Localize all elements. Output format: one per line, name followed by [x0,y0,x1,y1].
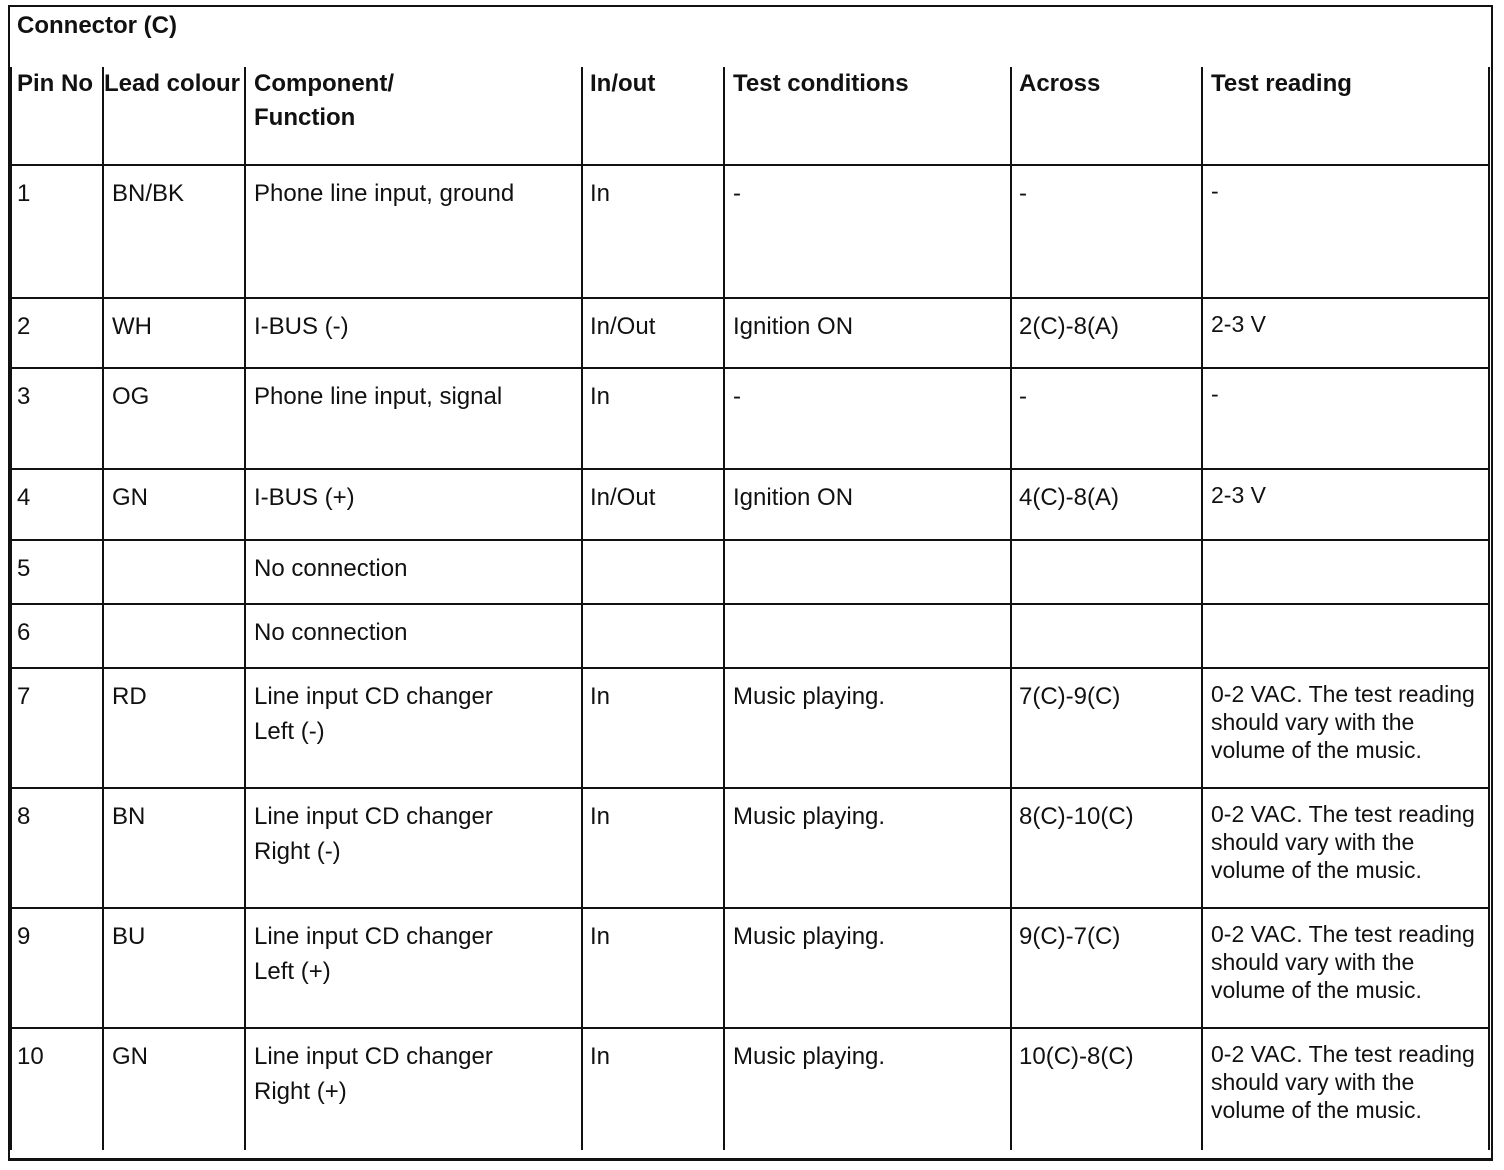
cell-function-line2: Right (-) [254,838,341,865]
cell-pin: 3 [17,383,31,410]
cell-reading: 0-2 VAC. The test reading should vary with the volume of the music. [1211,921,1475,1003]
cell-cond: - [733,180,741,207]
cell-cond: Music playing. [733,683,886,710]
cell-pin: 7 [17,683,31,710]
header-conditions: Test conditions [733,70,909,97]
column-divider [10,67,12,1150]
header-lead: Lead colour [104,70,241,97]
cell-function [254,923,576,986]
cell-pin: 10 [17,1043,44,1070]
cell-function-line2: Left (+) [254,958,331,985]
cell-inout: In [590,923,611,950]
row-divider [10,667,1490,669]
column-divider [244,67,246,1150]
cell-across: - [1019,383,1027,410]
cell-across: 4(C)-8(A) [1019,484,1119,511]
cell-cond: Music playing. [733,803,886,830]
cell-inout: In/Out [590,484,656,511]
row-divider [10,297,1490,299]
cell-function [254,180,576,215]
cell-across: 9(C)-7(C) [1019,923,1121,950]
cell-pin: 4 [17,484,31,511]
cell-lead: GN [112,1043,148,1070]
cell-inout: In [590,683,611,710]
header-inout: In/out [590,70,656,97]
row-divider [10,539,1490,541]
column-divider [581,67,583,1150]
cell-function [254,383,576,418]
cell-lead: GN [112,484,148,511]
column-divider [723,67,725,1150]
cell-reading: 2-3 V [1211,311,1266,337]
row-divider [10,367,1490,369]
cell-function [254,1043,576,1106]
cell-reading: 0-2 VAC. The test reading should vary with the volume of the music. [1211,801,1475,883]
cell-function-line1: Line input CD changer [254,683,493,710]
header-component-line1: Component/ [254,70,394,97]
column-divider [1201,67,1203,1150]
cell-reading: - [1211,178,1219,204]
cell-cond: Music playing. [733,923,886,950]
cell-lead: WH [112,313,152,340]
cell-pin: 2 [17,313,31,340]
header-across: Across [1019,70,1101,97]
cell-function-line2: Left (-) [254,718,325,745]
table-title: Connector (C) [17,12,177,39]
cell-function-line1: Phone line input, signal [254,383,503,410]
row-divider [10,164,1490,166]
cell-function [254,803,576,866]
cell-reading: 0-2 VAC. The test reading should vary with the volume of the music. [1211,1041,1475,1123]
cell-function [254,619,576,654]
cell-cond: Ignition ON [733,313,854,340]
cell-pin: 6 [17,619,31,646]
cell-reading: 2-3 V [1211,482,1266,508]
cell-function-line2: Right (+) [254,1078,347,1105]
row-divider [10,1027,1490,1029]
cell-function [254,555,576,590]
cell-inout: In/Out [590,313,656,340]
row-divider [10,603,1490,605]
cell-across: 7(C)-9(C) [1019,683,1121,710]
cell-across: 10(C)-8(C) [1019,1043,1134,1070]
cell-cond: - [733,383,741,410]
cell-pin: 8 [17,803,31,830]
cell-lead: RD [112,683,147,710]
cell-function-line1: I-BUS (+) [254,484,355,511]
cell-pin: 9 [17,923,31,950]
cell-reading: 0-2 VAC. The test reading should vary with the volume of the music. [1211,681,1475,763]
row-divider [10,787,1490,789]
cell-function [254,484,576,519]
cell-function [254,313,576,348]
cell-pin: 1 [17,180,31,207]
cell-inout: In [590,1043,611,1070]
cell-cond: Music playing. [733,1043,886,1070]
cell-inout: In [590,803,611,830]
cell-inout: In [590,383,611,410]
cell-across: 2(C)-8(A) [1019,313,1119,340]
cell-function-line1: Line input CD changer [254,923,493,950]
cell-lead: BN/BK [112,180,185,207]
cell-reading: - [1211,381,1219,407]
cell-function-line1: Line input CD changer [254,1043,493,1070]
header-pin: Pin No [17,70,93,97]
cell-across: 8(C)-10(C) [1019,803,1134,830]
row-divider [10,907,1490,909]
cell-lead: BU [112,923,146,950]
column-divider [102,67,104,1150]
column-divider [1010,67,1012,1150]
header-reading: Test reading [1211,70,1352,97]
cell-lead: BN [112,803,146,830]
cell-function-line1: No connection [254,619,408,646]
header-component-line2: Function [254,104,356,131]
cell-function-line1: Line input CD changer [254,803,493,830]
cell-across: - [1019,180,1027,207]
cell-inout: In [590,180,611,207]
cell-function [254,683,576,746]
cell-function-line1: Phone line input, ground [254,180,515,207]
cell-function-line1: No connection [254,555,408,582]
cell-cond: Ignition ON [733,484,854,511]
cell-function-line1: I-BUS (-) [254,313,349,340]
cell-pin: 5 [17,555,31,582]
row-divider [10,468,1490,470]
cell-lead: OG [112,383,150,410]
header-component [254,70,574,132]
